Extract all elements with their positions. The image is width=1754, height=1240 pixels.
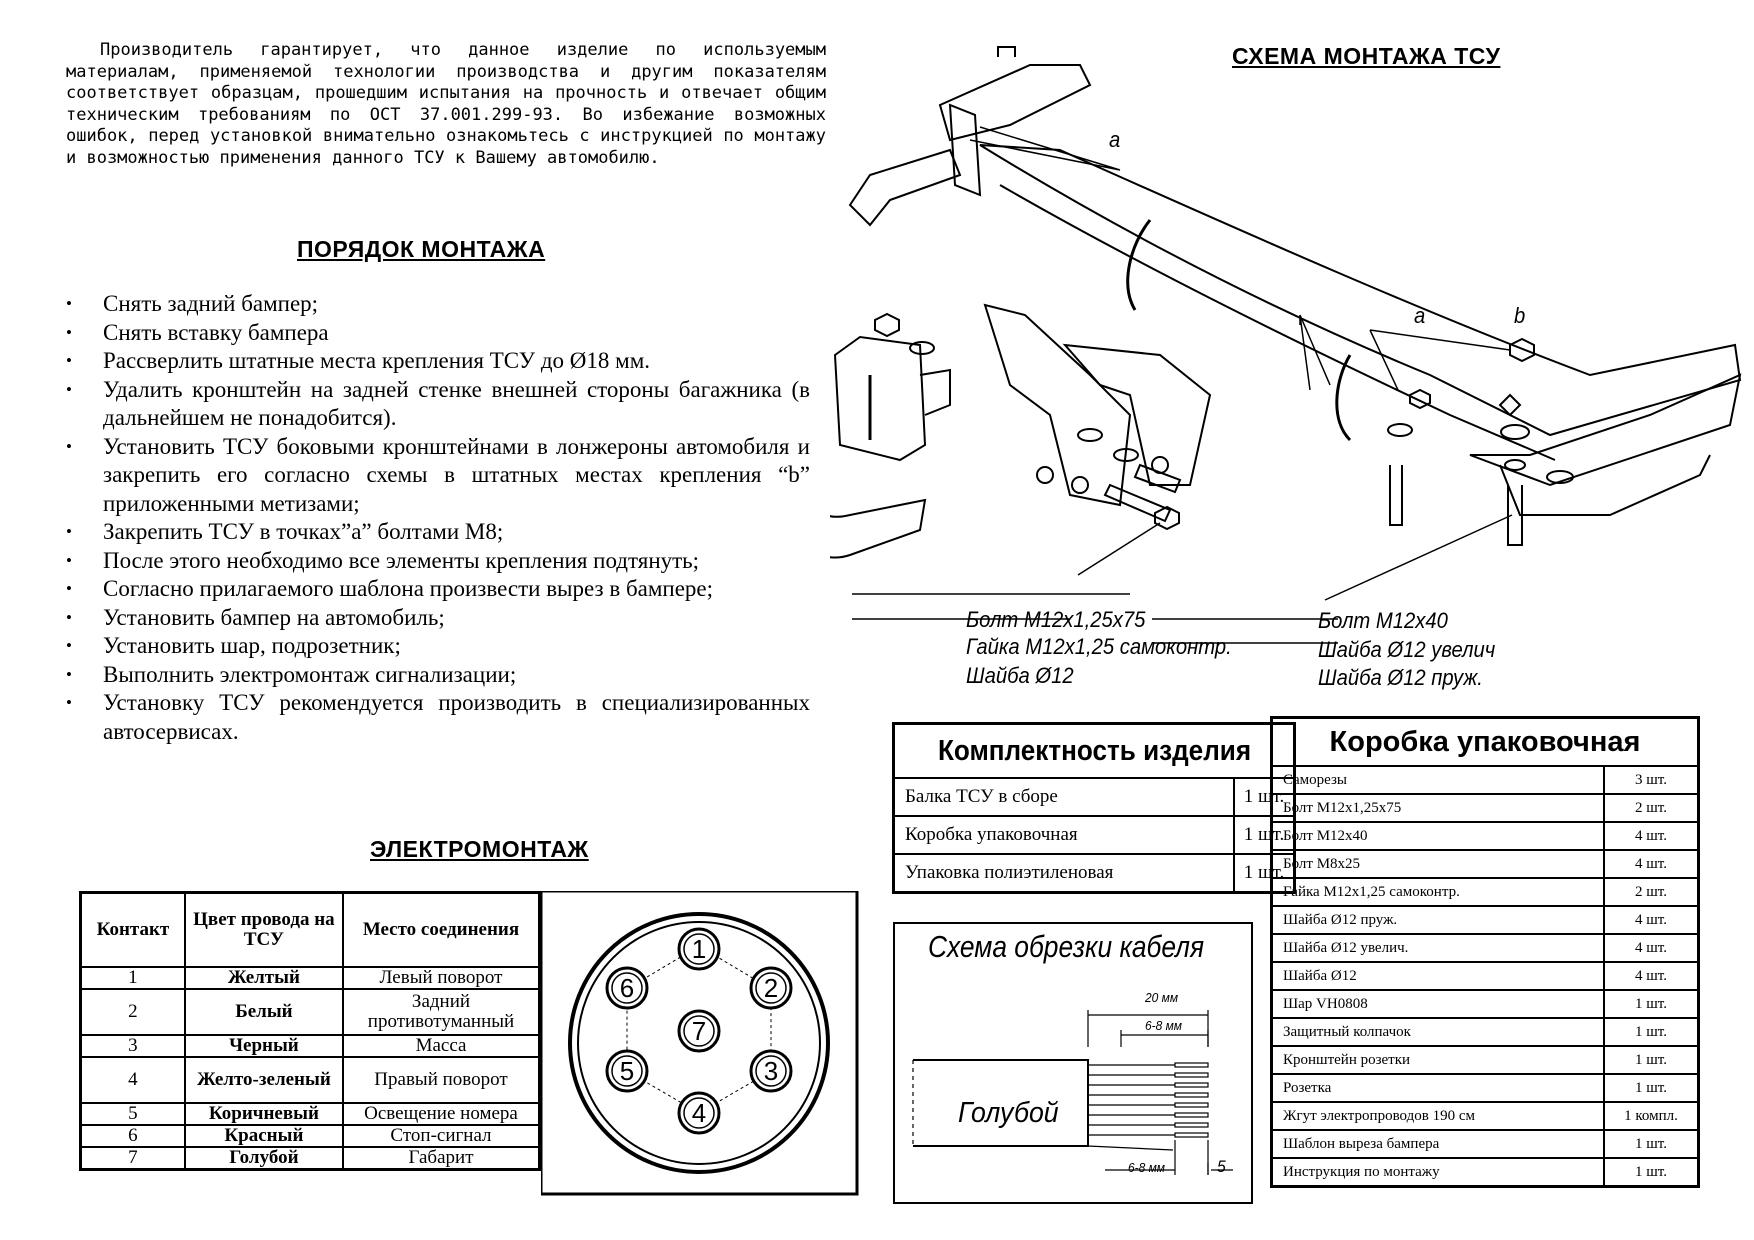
box-row <box>1272 906 1699 934</box>
wiring-title: ЭЛЕКТРОМОНТАЖ <box>370 836 589 862</box>
note-left-nut: Гайка М12х1,25 самоконтр. <box>966 634 1232 659</box>
item-quantity: 3 шт. <box>1604 766 1699 794</box>
socket-bracket <box>920 370 950 415</box>
box-row <box>1272 990 1699 1018</box>
intro-text: Производитель гарантирует, что данное изделие по используемым материалам, применяемой технологии производства и другим показателям соответствует образцам, прошедшим испытания на прочность и отвечает общим техническим требованиям по ОСТ 37.001.299-93. Во избежание возможных ошибок, перед установкой внимательно ознакомьтесь с инструкцией по монтажу и возможностью применения данного ТСУ к Вашему автомобилю. <box>66 40 826 168</box>
item-quantity: 1 шт. <box>1604 1046 1699 1074</box>
contact-number: 7 <box>81 1147 185 1170</box>
box-row <box>1272 1018 1699 1046</box>
installation-step: • Установку ТСУ рекомендуется производить в специализированных автосервисах. <box>66 689 810 746</box>
item-quantity: 2 шт. <box>1604 878 1699 906</box>
ball-neck <box>830 495 925 558</box>
item-quantity: 4 шт. <box>1604 962 1699 990</box>
item-name: Гайка М12х1,25 самоконтр. <box>1272 878 1605 906</box>
pin-number: 4 <box>691 1098 707 1128</box>
label-b: b <box>1514 303 1526 328</box>
item-name: Жгут электропроводов 190 см <box>1272 1102 1605 1130</box>
packaging-box-table <box>1270 716 1700 1188</box>
washer-5 <box>1501 425 1529 439</box>
wiring-row <box>81 1125 540 1147</box>
connection-place: Задний противотуманный <box>343 989 540 1035</box>
installation-step: • Закрепить ТСУ в точках”a” болтами М8; <box>66 518 810 547</box>
label-a-right: a <box>1414 303 1426 328</box>
kit-contents-title: Комплектность изделия <box>914 724 1275 779</box>
wire-color: Коричневый <box>185 1103 343 1125</box>
contact-number: 1 <box>81 967 185 989</box>
box-row <box>1272 850 1699 878</box>
bracket-hole-2 <box>1072 477 1088 493</box>
item-name: Балка ТСУ в сборе <box>894 778 1235 816</box>
note-right-washer-spring: Шайба Ø12 пруж. <box>1318 665 1483 690</box>
connection-place: Масса <box>343 1035 540 1057</box>
contact-number: 3 <box>81 1035 185 1057</box>
wire-stripped-end <box>1175 1063 1208 1067</box>
box-row <box>1272 878 1699 906</box>
installation-step: • Установить ТСУ боковыми кронштейнами в лонжероны автомобиля и закрепить его согласно схемы в штатных местах крепления “b” приложенными метизами; <box>66 433 810 519</box>
wiring-table <box>79 891 541 1171</box>
wiring-row <box>81 967 540 989</box>
installation-step: • Согласно прилагаемого шаблона произвести вырез в бампере; <box>66 575 810 604</box>
set-row <box>894 778 1295 816</box>
item-name: Розетка <box>1272 1074 1605 1102</box>
cable-trim-title: Схема обрезки кабеля <box>928 929 1205 964</box>
pin-number: 5 <box>619 1056 635 1086</box>
bracket-hole-1 <box>1037 467 1053 483</box>
item-name: Болт М12х40 <box>1272 822 1605 850</box>
connection-place: Габарит <box>343 1147 540 1170</box>
item-name: Кронштейн розетки <box>1272 1046 1605 1074</box>
wire-stripped-end <box>1175 1113 1208 1117</box>
socket-plate <box>835 337 925 460</box>
leader-left-note <box>1078 523 1160 575</box>
wire-stripped-end <box>1175 1083 1208 1087</box>
connector-pin <box>607 968 647 1008</box>
note-right-washer-large: Шайба Ø12 увелич <box>1318 637 1496 662</box>
bolt-3 <box>1390 465 1402 525</box>
item-name: Шаблон выреза бампера <box>1272 1130 1605 1158</box>
wiring-row <box>81 1035 540 1057</box>
box-row <box>1272 766 1699 794</box>
nut-3 <box>1410 390 1430 408</box>
pin-number: 6 <box>619 973 635 1003</box>
item-quantity: 1 шт. <box>1604 1074 1699 1102</box>
scheme-title: СХЕМА МОНТАЖА ТСУ <box>1232 43 1501 69</box>
dim-6-8-bottom-label: 6-8 мм <box>1128 1160 1166 1175</box>
kit-contents-table <box>892 722 1296 894</box>
item-name: Упаковка полиэтиленовая <box>894 854 1235 893</box>
leader-right-note <box>1325 515 1512 600</box>
blue-wire <box>1088 1146 1173 1150</box>
item-name: Шайба Ø12 <box>1272 962 1605 990</box>
item-quantity: 1 шт. <box>1234 816 1295 854</box>
center-bracket-left <box>985 305 1130 505</box>
item-name: Защитный колпачок <box>1272 1018 1605 1046</box>
wire-color: Белый <box>185 989 343 1035</box>
left-top-flange <box>850 150 960 225</box>
item-quantity: 1 компл. <box>1604 1102 1699 1130</box>
wire-stripped-end <box>1175 1103 1208 1107</box>
left-side-plate <box>950 105 980 195</box>
pin-number: 2 <box>763 973 779 1003</box>
washer-1 <box>910 342 934 354</box>
item-quantity: 1 шт. <box>1234 854 1295 893</box>
wiring-row <box>81 1147 540 1170</box>
wire-bundle <box>1088 1063 1208 1137</box>
washer-2 <box>1078 429 1102 441</box>
contact-number: 4 <box>81 1057 185 1103</box>
beam-band-2 <box>1337 355 1350 440</box>
set-row <box>894 816 1295 854</box>
connector-pin <box>751 1051 791 1091</box>
dim-6-8-top-label: 6-8 мм <box>1145 1018 1183 1033</box>
wire-stripped-end <box>1175 1123 1208 1127</box>
wiring-row <box>81 1057 540 1103</box>
wiring-row <box>81 989 540 1035</box>
wire-color: Красный <box>185 1125 343 1147</box>
box-row <box>1272 1074 1699 1102</box>
note-left-washer: Шайба Ø12 <box>966 663 1074 688</box>
item-quantity: 4 шт. <box>1604 906 1699 934</box>
item-quantity: 2 шт. <box>1604 794 1699 822</box>
installation-step: • Снять вставку бампера <box>66 319 810 348</box>
dim-5-label: 5 <box>1217 1157 1226 1176</box>
dim-20-label: 20 мм <box>1145 990 1179 1005</box>
wiring-row <box>81 1103 540 1125</box>
box-row <box>1272 822 1699 850</box>
right-plate-lower <box>1500 455 1710 515</box>
connector-pin <box>679 1093 719 1133</box>
connector-diagram <box>541 891 859 1196</box>
blue-wire-label: Голубой <box>958 1097 1059 1129</box>
contact-number: 5 <box>81 1103 185 1125</box>
set-row <box>894 854 1295 893</box>
item-name: Шайба Ø12 пруж. <box>1272 906 1605 934</box>
item-quantity: 4 шт. <box>1604 850 1699 878</box>
item-name: Коробка упаковочная <box>894 816 1235 854</box>
box-row <box>1272 1046 1699 1074</box>
nut-1 <box>875 314 899 336</box>
contact-number: 6 <box>81 1125 185 1147</box>
washer-4 <box>1388 424 1412 436</box>
pin-number: 1 <box>691 934 707 964</box>
item-quantity: 1 шт. <box>1604 990 1699 1018</box>
packaging-box-title: Коробка упаковочная <box>1272 718 1699 767</box>
installation-step: • Снять задний бампер; <box>66 290 810 319</box>
item-name: Шайба Ø12 увелич. <box>1272 934 1605 962</box>
contact-number: 2 <box>81 989 185 1035</box>
box-row <box>1272 934 1699 962</box>
item-name: Саморезы <box>1272 766 1605 794</box>
pin-number: 3 <box>763 1056 779 1086</box>
box-row <box>1272 962 1699 990</box>
installation-title: ПОРЯДОК МОНТАЖА <box>297 236 546 262</box>
item-quantity: 1 шт. <box>1604 1158 1699 1187</box>
installation-steps <box>66 290 810 746</box>
wire-stripped-end <box>1175 1093 1208 1097</box>
header-contact: Контакт <box>81 893 185 967</box>
bolt-1 <box>1135 465 1180 492</box>
connector-pin <box>607 1051 647 1091</box>
center-bracket-right <box>1065 345 1210 485</box>
left-bolt <box>998 47 1015 57</box>
leader-a-right <box>1300 315 1330 390</box>
label-a-top: a <box>1109 127 1121 152</box>
installation-step: • После этого необходимо все элементы крепления подтянуть; <box>66 547 810 576</box>
installation-step: • Выполнить электромонтаж сигнализации; <box>66 661 810 690</box>
item-quantity: 1 шт. <box>1604 1130 1699 1158</box>
item-name: Болт М8х25 <box>1272 850 1605 878</box>
wire-color: Желтый <box>185 967 343 989</box>
wire-stripped-end <box>1175 1133 1208 1137</box>
note-left-bolt: Болт М12х1,25х75 <box>966 607 1146 632</box>
connection-place: Левый поворот <box>343 967 540 989</box>
item-quantity: 4 шт. <box>1604 934 1699 962</box>
installation-step: • Удалить кронштейн на задней стенке внешней стороны багажника (в дальнейшем не понадобится). <box>66 376 810 433</box>
box-row <box>1272 1102 1699 1130</box>
cable-trim-drawing <box>893 985 1249 1200</box>
wire-color: Желто-зеленый <box>185 1057 343 1103</box>
header-connection: Место соединения <box>343 893 540 967</box>
header-wire-color: Цвет провода на ТСУ <box>185 893 343 967</box>
item-quantity: 1 шт. <box>1604 1018 1699 1046</box>
connector-pin <box>679 1011 719 1051</box>
installation-step: • Установить шар, подрозетник; <box>66 632 810 661</box>
wire-color: Черный <box>185 1035 343 1057</box>
pin-number: 7 <box>691 1016 707 1046</box>
beam-body <box>980 145 1740 435</box>
left-top-plate <box>940 65 1090 140</box>
connection-place: Освещение номера <box>343 1103 540 1125</box>
note-right-bolt: Болт М12х40 <box>1318 608 1448 633</box>
item-name: Шар VH0808 <box>1272 990 1605 1018</box>
box-row <box>1272 794 1699 822</box>
towbar-drawing <box>830 45 1750 695</box>
wire-color: Голубой <box>185 1147 343 1170</box>
installation-step: • Рассверлить штатные места крепления ТСУ до Ø18 мм. <box>66 347 810 376</box>
installation-step: • Установить бампер на автомобиль; <box>66 604 810 633</box>
beam-bottom-edge <box>1000 185 1555 460</box>
connector-pin <box>751 968 791 1008</box>
box-row <box>1272 1130 1699 1158</box>
item-quantity: 4 шт. <box>1604 822 1699 850</box>
item-name: Болт М12х1,25х75 <box>1272 794 1605 822</box>
connection-place: Стоп-сигнал <box>343 1125 540 1147</box>
wire-stripped-end <box>1175 1073 1208 1077</box>
item-quantity: 1 шт. <box>1234 778 1295 816</box>
item-name: Инструкция по монтажу <box>1272 1158 1605 1187</box>
nut-4 <box>1510 339 1534 361</box>
connector-pin <box>679 929 719 969</box>
box-row <box>1272 1158 1699 1187</box>
connection-place: Правый поворот <box>343 1057 540 1103</box>
washer-6 <box>1505 460 1525 470</box>
